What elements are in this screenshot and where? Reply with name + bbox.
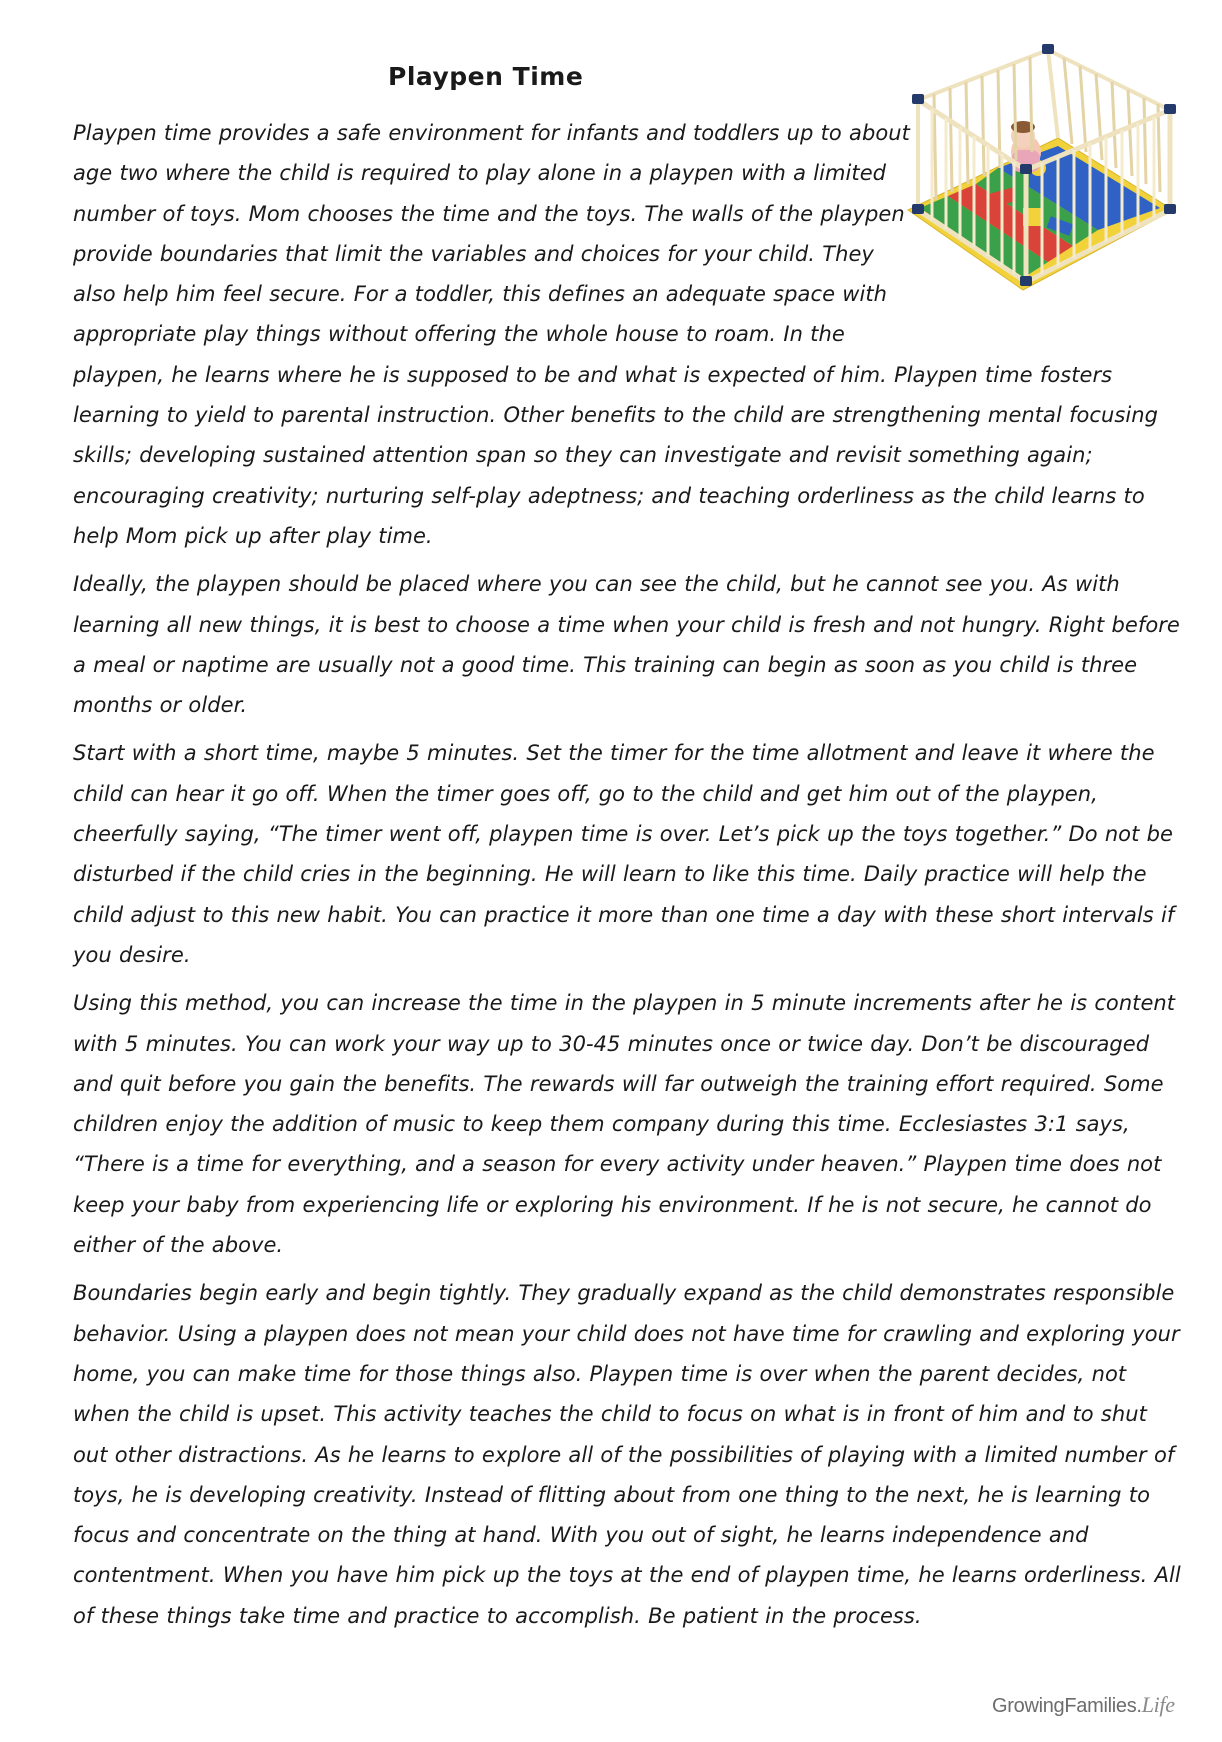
paragraph-boundaries: Boundaries begin early and begin tightly. They gradually expand as the child demonstrates responsible behavior. Using a playpen does not mean your child does not have time for crawling and exploring your home, you can make time for those things also. Playpen time is over when the parent decides, not when the child is upset. This activity teaches the child to focus on what is in front of him and to shut out other distractions. As he learns to explore all of the possibilities of playing with a limited number of toys, he is developing creativity. Instead of flitting about from one thing to the next, he is learning to focus and concentrate on the thing at hand. With you out of sight, he learns independence and contentment. When you have him pick up the toys at the end of playpen time, he learns orderliness. All of these things take time and practice to accomplish. Be patient in the process. <box>73 1281 1181 1628</box>
article-body <box>73 113 1183 1644</box>
paragraph-intro: Playpen time provides a safe environment for infants and toddlers up to about age two where the child is required to play alone in a playpen with a limited number of toys. Mom chooses the time and the toys. The walls of the playpen provide boundaries that limit the variables and choices for your child. They also help him feel secure. For a toddler, this defines an adequate space with appropriate play things without offering the whole house to roam. In the playpen, he learns where he is supposed to be and what is expected of him. Playpen time fosters learning to yield to parental instruction. Other benefits to the child are strengthening mental focusing skills; developing sustained attention span so they can investigate and revisit something again; encouraging creativity; nurturing self-play adeptness; and teaching orderliness as the child learns to help Mom pick up after play time. <box>73 121 1158 548</box>
image-wrap-spacer <box>915 113 1183 348</box>
brand-main-text: GrowingFamilies. <box>992 1695 1142 1717</box>
page-title: Playpen Time <box>388 62 584 91</box>
paragraph-placement: Ideally, the playpen should be placed where you can see the child, but he cannot see you. As with learning all new things, it is best to choose a time when your child is fresh and not hungry. Right before a meal or naptime are usually not a good time. This training can begin as soon as you child is three months or older. <box>73 572 1180 718</box>
brand-logo <box>992 1692 1175 1718</box>
paragraph-timer: Start with a short time, maybe 5 minutes. Set the timer for the time allotment and leave it where the child can hear it go off. When the timer goes off, go to the child and get him out of the playpen, cheerfully saying, “The timer went off, playpen time is over. Let’s pick up the toys together.” Do not be disturbed if the child cries in the beginning. He will learn to like this time. Daily practice will help the child adjust to this new habit. You can practice it more than one time a day with these short intervals if you desire. <box>73 741 1175 967</box>
brand-suffix-text: Life <box>1141 1692 1175 1717</box>
paragraph-increments: Using this method, you can increase the time in the playpen in 5 minute increments after he is content with 5 minutes. You can work your way up to 30-45 minutes once or twice day. Don’t be discouraged and quit before you gain the benefits. The rewards will far outweigh the training effort required. Some children enjoy the addition of music to keep them company during this time. Ecclesiastes 3:1 says, “There is a time for everything, and a season for every activity under heaven.” Playpen time does not keep your baby from experiencing life or exploring his environment. If he is not secure, he cannot do either of the above. <box>73 991 1176 1258</box>
